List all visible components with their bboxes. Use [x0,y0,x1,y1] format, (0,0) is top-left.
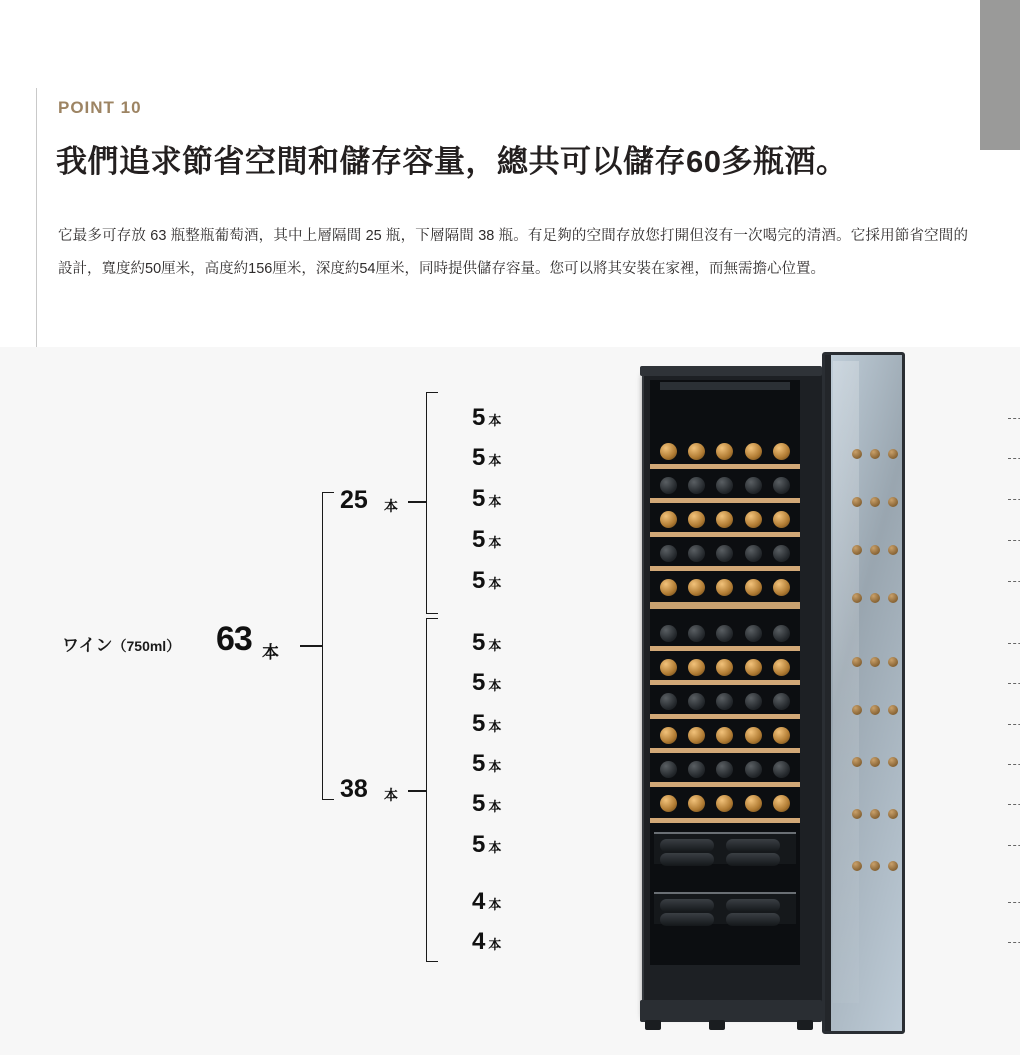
shelf-row [472,712,632,736]
bottle-row [654,472,796,498]
bottle [660,579,677,596]
bottom-drawer [654,892,796,924]
cabinet-interior [650,380,800,965]
door-rack [852,703,898,717]
shelf-board [650,532,800,537]
shelf-board [650,748,800,753]
compartment-divider [650,602,800,609]
door-rack [852,543,898,557]
bottle [773,761,790,778]
bottle [688,761,705,778]
lying-bottle [726,913,780,926]
lying-bottle [660,913,714,926]
door-rack [852,655,898,669]
bottle [688,693,705,710]
door-rack [852,447,898,461]
shelf-leader-line [1008,724,1020,725]
bottle [688,545,705,562]
bottle [773,477,790,494]
bottle [660,443,677,460]
shelf-board [650,680,800,685]
shelf-leader-line [1008,683,1020,684]
shelf-board [650,498,800,503]
bottle [773,545,790,562]
shelf-count: 5 [472,526,486,553]
bottle [716,659,733,676]
door-rack [852,807,898,821]
bottle [745,625,762,642]
bottle [745,545,762,562]
lower-group-unit: 本 [384,787,398,803]
shelf-leader-line [1008,942,1020,943]
shelf-unit: 本 [488,937,502,952]
shelf-board [650,464,800,469]
shelf-row [472,631,632,655]
upper-group-bracket [426,392,438,614]
shelf-leader-line [1008,581,1020,582]
shelf-unit: 本 [488,535,502,550]
lower-group-bracket [426,618,438,962]
bottle [745,761,762,778]
cabinet-foot [797,1020,813,1030]
bottle [773,625,790,642]
lower-group-connector [408,790,426,792]
bottle [688,579,705,596]
bottle-row [654,756,796,782]
total-count: 63 [216,620,252,658]
shelf-board [650,566,800,571]
bottle [716,727,733,744]
bottle [745,795,762,812]
shelf-unit: 本 [488,453,502,468]
shelf-row [472,752,632,776]
bottle [660,625,677,642]
bottle-row [654,790,796,816]
bottle [688,477,705,494]
shelf-unit: 本 [488,638,502,653]
shelf-row [472,406,632,430]
upper-group-connector [408,501,426,503]
glass-door [822,352,905,1034]
shelf-unit: 本 [488,897,502,912]
door-rack [852,495,898,509]
shelf-unit: 本 [488,494,502,509]
shelf-unit: 本 [488,840,502,855]
bottle [716,477,733,494]
bottle [660,727,677,744]
lying-bottle [726,853,780,866]
bottle-row [654,540,796,566]
shelf-row [472,487,632,511]
page-title: 我們追求節省空間和儲存容量，總共可以儲存60多瓶酒。 [56,144,848,179]
header-section [0,0,980,347]
total-wine-label [62,631,180,656]
shelf-row [472,890,632,914]
upper-group-unit: 本 [384,498,398,514]
shelf-row [472,930,632,954]
bottle [660,545,677,562]
shelf-leader-line [1008,418,1020,419]
shelf-count: 5 [472,485,486,512]
shelf-board [650,818,800,823]
bottle [660,511,677,528]
total-count-unit: 本 [262,643,279,662]
bottle [745,477,762,494]
shelf-leader-line [1008,902,1020,903]
shelf-row [472,671,632,695]
bottle [660,761,677,778]
bottle [688,727,705,744]
bottle-row [654,722,796,748]
bottle [745,659,762,676]
shelf-count: 5 [472,669,486,696]
bottle [660,693,677,710]
bottle [716,693,733,710]
shelf-unit: 本 [488,719,502,734]
shelf-board [650,646,800,651]
lying-bottle [660,899,714,912]
door-rack [852,859,898,873]
bottle-row [654,654,796,680]
bottle-row [654,620,796,646]
shelf-count: 5 [472,629,486,656]
bottle [716,795,733,812]
bottle [688,659,705,676]
shelf-leader-line [1008,643,1020,644]
shelf-count: 5 [472,750,486,777]
bottle [745,693,762,710]
bottle [745,511,762,528]
body-paragraph: 它最多可存放 63 瓶整瓶葡萄酒，其中上層隔間 25 瓶，下層隔間 38 瓶。有足夠的空間存放您打開但沒有一次喝完的清酒。它採用節省空間的設計，寬度約50厘米，高度約156厘米，深度約54厘米，同時提供儲存容量。您可以將其安裝在家裡，而無需擔心位置。 [58,228,968,277]
shelf-count: 5 [472,790,486,817]
shelf-board [650,714,800,719]
door-rack [852,591,898,605]
shelf-leader-line [1008,845,1020,846]
shelf-row [472,833,632,857]
bottle [716,443,733,460]
lying-bottle [726,899,780,912]
control-display [660,382,790,390]
shelf-count: 4 [472,928,486,955]
bottle [688,443,705,460]
shelf-board [650,782,800,787]
shelf-leader-line [1008,764,1020,765]
bottle [745,579,762,596]
total-wine-text: ワイン [62,636,113,655]
shelf-unit: 本 [488,576,502,591]
bottle [660,659,677,676]
shelf-leader-line [1008,499,1020,500]
corner-accent-block [980,0,1020,150]
bottle [773,795,790,812]
bottle [716,545,733,562]
bottle-row [654,574,796,600]
bottle [773,727,790,744]
shelf-row [472,569,632,593]
total-connector-line [300,645,322,647]
bottle [716,761,733,778]
cabinet-base [640,1000,822,1022]
shelf-leader-line [1008,458,1020,459]
shelf-row [472,446,632,470]
cabinet-top-cap [640,366,822,376]
shelf-leader-line [1008,804,1020,805]
bottle [688,795,705,812]
bottle [688,511,705,528]
wine-cellar-illustration [637,352,912,1037]
shelf-count: 5 [472,567,486,594]
bottle [773,443,790,460]
lying-bottle [660,839,714,852]
bottle [773,579,790,596]
shelf-count: 5 [472,404,486,431]
shelf-count: 5 [472,710,486,737]
door-hinge-edge [825,355,831,1031]
bottle [745,443,762,460]
shelf-count: 5 [472,831,486,858]
bottle [716,511,733,528]
shelf-unit: 本 [488,759,502,774]
bottle-row [654,688,796,714]
total-bracket [322,492,334,800]
shelf-count: 4 [472,888,486,915]
shelf-count: 5 [472,444,486,471]
door-rack [852,755,898,769]
bottle [716,579,733,596]
bottle [716,625,733,642]
bottle [660,477,677,494]
bottom-drawer [654,832,796,864]
lying-bottle [726,839,780,852]
shelf-row [472,528,632,552]
shelf-leader-line [1008,540,1020,541]
bottle-row [654,506,796,532]
lying-bottle [660,853,714,866]
bottle-row [654,438,796,464]
bottle [773,693,790,710]
lower-group-count: 38 [340,775,368,803]
bottle [745,727,762,744]
shelf-unit: 本 [488,799,502,814]
upper-group-count: 25 [340,486,368,514]
bottle [660,795,677,812]
shelf-unit: 本 [488,413,502,428]
cabinet-foot [709,1020,725,1030]
cabinet-foot [645,1020,661,1030]
bottle [773,659,790,676]
point-label: POINT 10 [58,98,142,117]
shelf-row [472,792,632,816]
bottle [688,625,705,642]
bottle [773,511,790,528]
shelf-unit: 本 [488,678,502,693]
total-wine-volume: （750ml） [112,638,181,654]
